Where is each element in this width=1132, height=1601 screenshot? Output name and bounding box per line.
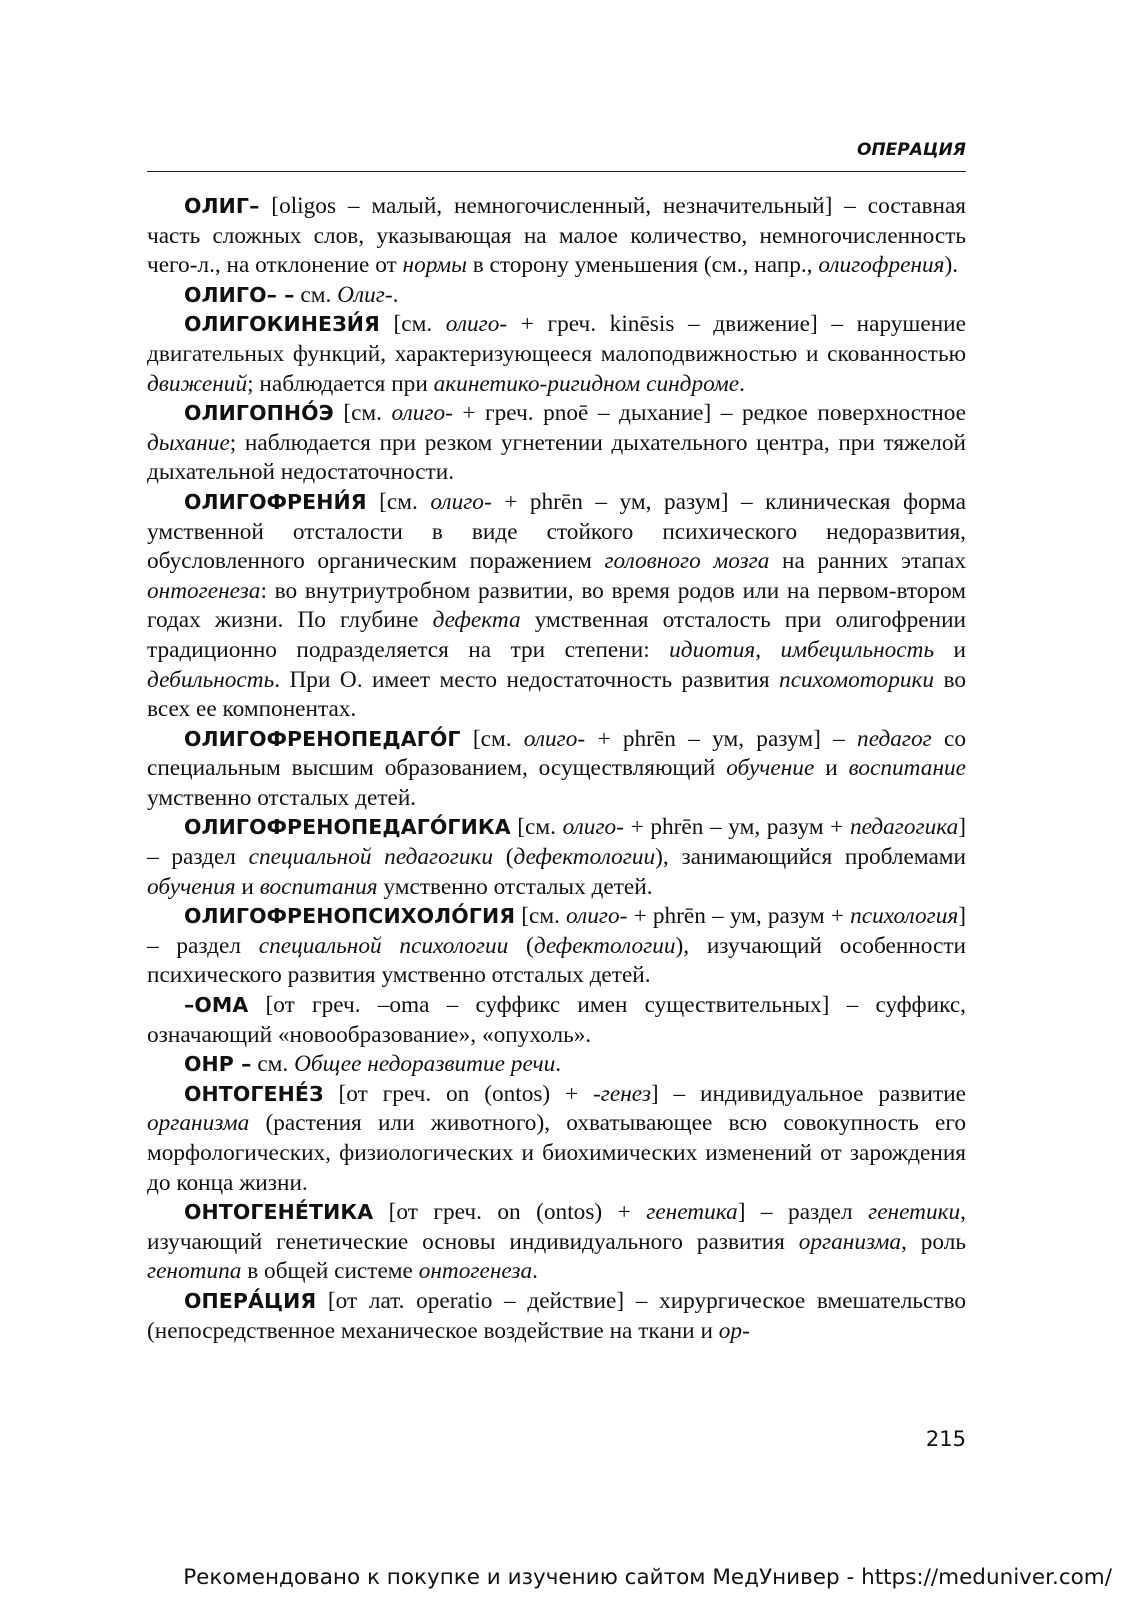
entry-italic-term: дефектологии — [513, 844, 656, 871]
entry-headword: –ОМА — [184, 993, 249, 1018]
entry-headword: ОНТОГЕНЕ́З — [184, 1081, 324, 1106]
entry-text: . — [555, 1051, 562, 1078]
entry-text: , изучающий генетические основы индивидуального развития — [147, 1199, 966, 1255]
entry-text: , роль — [901, 1228, 967, 1255]
page-number: 215 — [925, 1427, 966, 1451]
entry-text: ] – раздел — [737, 1199, 869, 1226]
entry-italic-term: движений — [147, 370, 248, 397]
entry-italic-term: -генез — [593, 1080, 651, 1107]
entry-text: . — [739, 370, 745, 397]
entry-italic-term: специальной педагогики — [248, 844, 494, 871]
entry-headword: ОЛИГ– — [184, 194, 260, 218]
entry-text: во всех ее компонентах. — [147, 666, 966, 723]
entry-text: [см. — [379, 311, 446, 338]
entry-text: и — [934, 636, 966, 663]
entry-text: ). — [944, 252, 959, 279]
entry-text: . — [532, 1258, 538, 1285]
entry-headword: ОЛИГОФРЕНОПЕДАГО́Г — [184, 726, 461, 751]
entry-italic-term: Общее недоразвитие речи — [294, 1051, 556, 1078]
dictionary-entries — [147, 192, 966, 1346]
header-rule — [147, 171, 966, 172]
entry-text: : во внутриутробном развитии, во время родов или на первом-втором годах жизни. По глубине — [147, 577, 966, 634]
entry-text: ), занимающийся проблемами — [655, 844, 966, 871]
entry-italic-term: психомоторики — [779, 666, 935, 693]
entry-text: + греч. kinēsis – движение] – нарушение двигательных функций, характеризующееся малоподвижностью и скованностью — [147, 311, 966, 367]
entry-headword: ОПЕРА́ЦИЯ — [184, 1288, 317, 1313]
entry-italic-term: генетика — [646, 1199, 738, 1226]
dictionary-entry — [147, 399, 966, 488]
entry-text: умственно отсталых детей. — [377, 873, 653, 900]
entry-italic-term: олигофрения — [818, 252, 945, 279]
dictionary-entry — [147, 192, 966, 281]
entry-italic-term: дыхание — [147, 429, 230, 456]
entry-text: и — [235, 873, 260, 900]
entry-text: ] – индивидуальное развитие — [650, 1080, 966, 1107]
entry-text: ; наблюдается при — [247, 370, 434, 397]
entry-italic-term: организма — [147, 1110, 250, 1137]
entry-text: [см. — [460, 725, 524, 752]
entry-text: [от греч. on (ontos) + — [373, 1199, 647, 1226]
entry-headword: ОНР – — [184, 1052, 252, 1077]
entry-italic-term: генотипа — [147, 1258, 242, 1285]
entry-text: [от греч. on (ontos) + — [323, 1080, 594, 1107]
entry-italic-term: генетики — [868, 1199, 961, 1226]
entry-text: [см. — [515, 903, 567, 930]
entry-text: . При О. имеет место недостаточность развития — [274, 666, 780, 693]
running-head: ОПЕРАЦИЯ — [857, 140, 966, 160]
entry-text: [от лат. operatio – действие] – хирургическое вмешательство (непосредственное механическое воздействие на ткани и — [147, 1287, 966, 1344]
entry-italic-term: дефектологии — [533, 932, 676, 959]
dictionary-entry — [147, 725, 966, 814]
entry-italic-term: обучения — [147, 873, 236, 900]
entry-text: [см. — [333, 400, 392, 427]
entry-text: см. — [294, 281, 338, 308]
entry-text: + phrēn – ум, разум + — [623, 814, 850, 841]
entry-italic-term: организма — [798, 1228, 902, 1255]
dictionary-entry — [147, 902, 966, 991]
dictionary-entry — [147, 310, 966, 399]
entry-text: + phrēn – ум, разум] – — [585, 725, 858, 752]
entry-text: и — [814, 755, 849, 782]
dictionary-entry — [147, 281, 966, 311]
entry-italic-term: онтогенеза — [147, 577, 261, 604]
entry-text: ] – раздел — [147, 903, 966, 959]
entry-italic-term: психология — [850, 903, 959, 930]
entry-text: + phrēn – ум, разум] – клиническая форма умственной отсталости в виде стойкого психического недоразвития, обусловленного органическим поражением — [147, 488, 966, 575]
entry-headword: ОЛИГОПНО́Э — [184, 401, 334, 426]
entry-italic-term: олиго- — [523, 725, 586, 752]
entry-text: ( — [493, 844, 514, 871]
entry-italic-term: Олиг- — [337, 281, 393, 308]
entry-text: [см. — [366, 488, 431, 515]
entry-text: ), изучающий особенности психического развития умственно отсталых детей. — [147, 932, 966, 989]
entry-text: на ранних этапах — [769, 548, 966, 575]
entry-headword: ОЛИГОКИНЕЗИ́Я — [184, 312, 380, 337]
entry-italic-term: воспитания — [259, 873, 378, 900]
entry-headword: ОЛИГОФРЕНИ́Я — [184, 489, 367, 514]
entry-italic-term: олиго- — [391, 400, 453, 427]
entry-text: умственная отсталость при олигофрении традиционно подразделяется на три степени: — [147, 607, 966, 663]
entry-italic-term: воспитание — [848, 755, 966, 782]
entry-italic-term: обучение — [726, 755, 815, 782]
entry-text: + phrēn – ум, разум + — [627, 903, 851, 930]
footer-note: Рекомендовано к покупке и изучению сайтом МедУнивер - https://meduniver.com/ — [183, 1565, 1112, 1590]
entry-text: ; наблюдается при резком угнетении дыхательного центра, при тяжелой дыхательной недостаточности. — [147, 429, 966, 486]
entry-text: со специальным высшим образованием, осуществляющий — [147, 725, 966, 782]
entry-italic-term: педагог — [857, 725, 932, 752]
entry-italic-term: имбецильность — [780, 636, 935, 663]
entry-italic-term: онтогенеза — [418, 1258, 533, 1285]
entry-text: см. — [251, 1051, 295, 1078]
entry-text: , — [755, 636, 781, 663]
dictionary-entry — [147, 1080, 966, 1198]
entry-headword: ОЛИГО– – — [184, 282, 295, 307]
entry-italic-term: идиотия — [669, 636, 756, 663]
dictionary-entry — [147, 813, 966, 902]
entry-headword: ОЛИГОФРЕНОПЕДАГО́ГИКА — [184, 815, 511, 840]
entry-text: [от греч. –oma – суффикс имен существительных] – суффикс, означающий «новообразование», «опухоль». — [147, 992, 966, 1048]
entry-italic-term: олиго- — [445, 311, 508, 338]
dictionary-entry — [147, 1050, 966, 1080]
entry-text: [см. — [510, 814, 563, 841]
dictionary-entry — [147, 1287, 966, 1346]
entry-italic-term: акинетико-ригидном синдроме — [433, 370, 740, 397]
entry-text: в общей системе — [241, 1258, 419, 1285]
entry-text: в сторону уменьшения (см., напр., — [466, 252, 819, 279]
entry-italic-term: дебильность — [147, 666, 275, 693]
entry-italic-term: специальной психологии — [258, 932, 509, 959]
entry-italic-term: олиго- — [430, 488, 492, 515]
entry-italic-term: ор- — [718, 1317, 750, 1344]
entry-italic-term: головного мозга — [604, 548, 770, 575]
dictionary-entry — [147, 1198, 966, 1287]
entry-headword: ОЛИГОФРЕНОПСИХОЛО́ГИЯ — [184, 904, 516, 929]
entry-text: ( — [508, 932, 534, 959]
entry-italic-term: олиго- — [562, 814, 624, 841]
entry-text: [oligos – малый, немногочисленный, незначительный] – составная часть сложных слов, указывающая на малое количество, немногочисленность чего-л., на отклонение от — [147, 193, 966, 279]
entry-text: умственно отсталых детей. — [147, 784, 417, 811]
entry-headword: ОНТОГЕНЕ́ТИКА — [184, 1200, 374, 1225]
entry-italic-term: дефекта — [432, 607, 521, 634]
dictionary-entry — [147, 991, 966, 1050]
entry-italic-term: олиго- — [566, 903, 628, 930]
entry-text: (растения или животного), охватывающее всю совокупность его морфологических, физиологических и биохимических изменений от зарождения до конца жизни. — [147, 1110, 966, 1196]
dictionary-entry — [147, 488, 966, 725]
entry-italic-term: педагогика — [849, 814, 959, 841]
entry-italic-term: нормы — [402, 252, 467, 279]
entry-text: ] – раздел — [147, 814, 966, 871]
entry-text: . — [392, 281, 399, 308]
entry-text: + греч. pnoē – дыхание] – редкое поверхностное — [452, 400, 966, 427]
